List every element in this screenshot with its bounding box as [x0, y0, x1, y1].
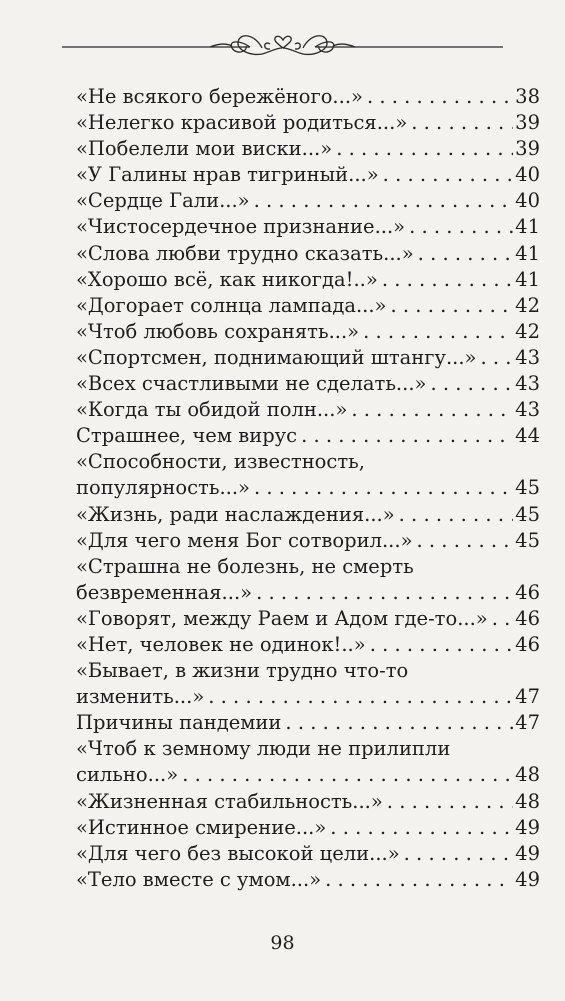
toc-entry-title: «Сердце Гали...»: [76, 189, 250, 213]
dot-leader: [492, 606, 513, 632]
toc-entry-title: «Жизненная стабильность...»: [76, 789, 383, 813]
toc-entry: [76, 293, 540, 319]
toc-entry-page: 49: [515, 841, 540, 865]
toc-entry-page: 49: [515, 867, 540, 891]
toc-entry-title: «Побелели мои виски...»: [76, 137, 333, 161]
toc-entry: [76, 606, 540, 632]
toc-entry-title: «Хорошо всё, как никогда!..»: [76, 267, 378, 291]
toc-entry: [76, 397, 540, 423]
toc-entry: [76, 110, 540, 136]
toc-entry-title: «Нет, человек не одинок!..»: [76, 632, 366, 656]
toc-entry-page: 42: [515, 293, 540, 317]
dot-leader: [363, 319, 513, 345]
toc-entry-title: «Слова любви трудно сказать...»: [76, 241, 414, 265]
toc-entry-title: «Нелегко красивой родиться...»: [76, 111, 408, 135]
toc-entry-page: 41: [515, 215, 540, 239]
toc-entry-page: 41: [515, 267, 540, 291]
dot-leader: [409, 214, 513, 240]
toc-entry-title-line1: «Страшна не болезнь, не смерть: [76, 554, 414, 578]
toc-entry: [76, 554, 540, 606]
toc-entry-page: 47: [515, 711, 540, 735]
dot-leader: [430, 371, 513, 397]
toc-entry: [76, 867, 540, 893]
dot-leader: [411, 110, 513, 136]
toc-entry-page: 46: [515, 580, 540, 604]
toc-entry: [76, 449, 540, 501]
toc-entry-title: «Чтоб любовь сохранять...»: [76, 319, 360, 343]
toc-entry-title: «Чистосердечное признание...»: [76, 215, 406, 239]
toc-entry-title: популярность...»: [76, 476, 250, 500]
header-ornament: [0, 18, 565, 68]
dot-leader: [387, 789, 513, 815]
toc-entry: [76, 789, 540, 815]
dot-leader: [351, 397, 513, 423]
toc-entry-title: Страшнее, чем вирус: [76, 424, 298, 448]
dot-leader: [404, 841, 514, 867]
toc-entry-page: 45: [515, 528, 540, 552]
toc-entry: [76, 214, 540, 240]
toc-entry: [76, 658, 540, 710]
toc-entry-title-line1: «Бывает, в жизни трудно что-то: [76, 659, 409, 683]
toc-entry-page: 39: [515, 111, 540, 135]
toc-entry-title: «Тело вместе с умом...»: [76, 867, 322, 891]
toc-entry: [76, 136, 540, 162]
toc-entry: [76, 241, 540, 267]
dot-leader: [256, 580, 513, 606]
toc-entry-page: 45: [515, 476, 540, 500]
toc-entry-title: «Всех счастливыми не сделать...»: [76, 372, 427, 396]
toc-entry: [76, 423, 540, 449]
toc-entry-title: «Говорят, между Раем и Адом где-то...»: [76, 606, 488, 630]
toc-entry-title-line1: «Чтоб к земному люди не прилипли: [76, 737, 451, 761]
toc-entry: [76, 319, 540, 345]
dot-leader: [285, 710, 513, 736]
dot-leader: [417, 528, 514, 554]
toc-entry: [76, 371, 540, 397]
toc-entry-title: «Догорает солнца лампада...»: [76, 293, 387, 317]
toc-entry-page: 44: [515, 424, 540, 448]
toc-entry: [76, 528, 540, 554]
toc-entry-page: 43: [515, 398, 540, 422]
toc-entry-page: 40: [515, 163, 540, 187]
toc-entry-title: безвременная...»: [76, 580, 253, 604]
toc-entry-title: изменить...»: [76, 685, 205, 709]
dot-leader: [208, 684, 513, 710]
dot-leader: [301, 423, 513, 449]
toc-entry-page: 43: [515, 345, 540, 369]
dot-leader: [325, 867, 513, 893]
toc-entry-title: «Когда ты обидой полн...»: [76, 398, 348, 422]
toc-entry-page: 47: [515, 685, 540, 709]
dot-leader: [336, 136, 513, 162]
toc-entry: [76, 710, 540, 736]
dot-leader: [480, 345, 513, 371]
toc-entry-title: «Для чего меня Бог сотворил...»: [76, 528, 413, 552]
dot-leader: [383, 162, 514, 188]
toc-entry-title: «Не всякого бережёного...»: [76, 85, 363, 108]
toc-entry-page: 39: [515, 137, 540, 161]
toc-entry: [76, 188, 540, 214]
toc-entry-page: 40: [515, 189, 540, 213]
toc-entry: [76, 345, 540, 371]
dot-leader: [370, 632, 513, 658]
toc-entry-page: 41: [515, 241, 540, 265]
toc-entry-title: «Истинное смирение...»: [76, 815, 327, 839]
toc-entry: [76, 162, 540, 188]
toc-entry-title: «У Галины нрав тигриный...»: [76, 163, 379, 187]
dot-leader: [182, 762, 513, 788]
toc-entry: [76, 815, 540, 841]
toc-entry-title: Причины пандемии: [76, 711, 282, 735]
toc-entry: [76, 632, 540, 658]
toc-entry-title-line1: «Способности, известность,: [76, 450, 365, 474]
dot-leader: [418, 241, 514, 267]
table-of-contents: [76, 84, 540, 893]
toc-entry-title: сильно...»: [76, 763, 179, 787]
toc-entry: [76, 502, 540, 528]
toc-entry-page: 46: [515, 632, 540, 656]
toc-entry-page: 48: [515, 763, 540, 787]
toc-entry-page: 43: [515, 372, 540, 396]
toc-entry-page: 45: [515, 502, 540, 526]
dot-leader: [399, 502, 514, 528]
dot-leader: [254, 188, 514, 214]
page-number: 98: [270, 932, 295, 954]
toc-entry: [76, 84, 540, 110]
toc-entry-title: «Спортсмен, поднимающий штангу...»: [76, 345, 477, 369]
toc-entry-page: 49: [515, 815, 540, 839]
toc-entry-page: 38: [515, 85, 540, 108]
dot-leader: [382, 267, 513, 293]
toc-entry: [76, 267, 540, 293]
toc-entry-page: 42: [515, 319, 540, 343]
toc-entry-title: «Жизнь, ради наслаждения...»: [76, 502, 395, 526]
dot-leader: [254, 475, 513, 501]
dot-leader: [367, 84, 513, 110]
toc-entry-title: «Для чего без высокой цели...»: [76, 841, 400, 865]
toc-entry-page: 48: [515, 789, 540, 813]
toc-entry-page: 46: [515, 606, 540, 630]
dot-leader: [391, 293, 514, 319]
dot-leader: [330, 815, 513, 841]
toc-entry: [76, 841, 540, 867]
toc-entry: [76, 736, 540, 788]
